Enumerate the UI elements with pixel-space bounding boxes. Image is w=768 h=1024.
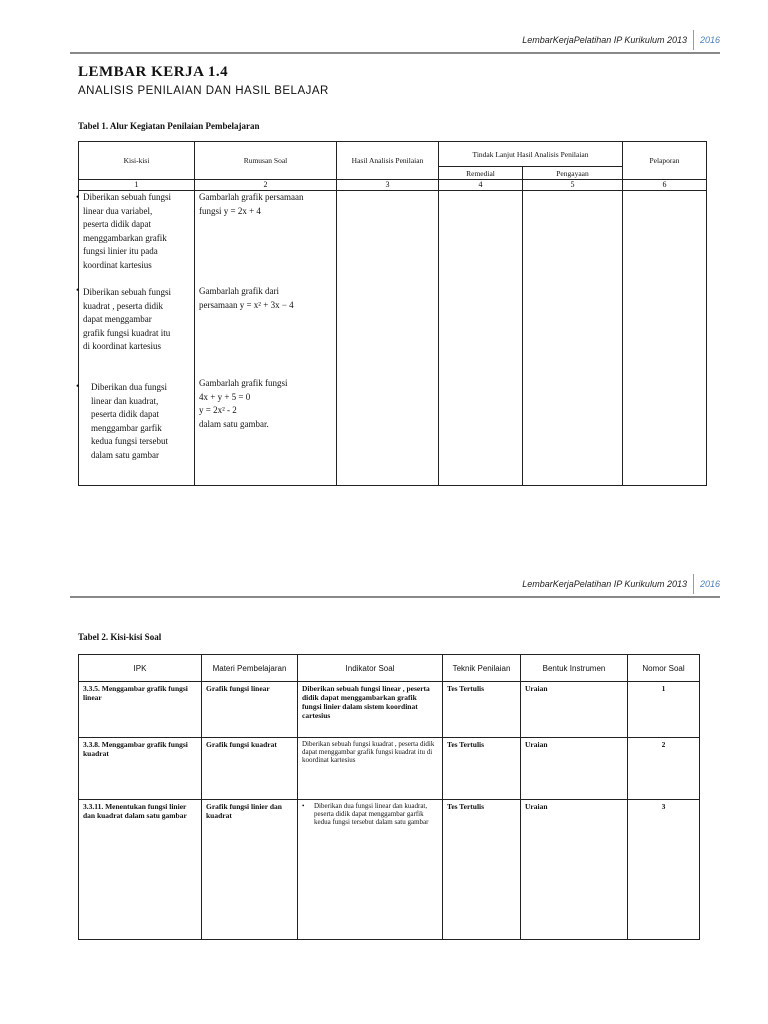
kisi-kisi-table bbox=[78, 654, 700, 940]
materi-cell: Grafik fungsi linear bbox=[202, 682, 298, 738]
table2-caption: Tabel 2. Kisi-kisi Soal bbox=[78, 632, 162, 642]
pelaporan-cell bbox=[623, 191, 707, 486]
header-divider bbox=[693, 574, 694, 594]
header-year: 2016 bbox=[699, 579, 720, 589]
col-header-kisi: Kisi-kisi bbox=[79, 142, 195, 180]
indikator-text: Diberikan dua fungsi linear dan kuadrat, peserta didik dapat menggambar garfik kedua fungsi tersebut dalam satu gambar bbox=[314, 802, 429, 826]
soal-item-1: Gambarlah grafik persamaan fungsi y = 2x + 4 bbox=[199, 192, 304, 216]
indikator-cell: Diberikan sebuah fungsi kuadrat , peserta didik dapat menggambar grafik fungsi kuadrat itu di koordinat kartesius bbox=[298, 738, 443, 800]
col-header-bentuk: Bentuk Instrumen bbox=[521, 655, 628, 682]
materi-cell: Grafik fungsi linier dan kuadrat bbox=[202, 800, 298, 940]
rumusan-cell bbox=[195, 191, 337, 486]
teknik-cell: Tes Tertulis bbox=[443, 738, 521, 800]
bentuk-cell: Uraian bbox=[521, 738, 628, 800]
pengayaan-cell bbox=[523, 191, 623, 486]
col-header-teknik: Teknik Penilaian bbox=[443, 655, 521, 682]
page-header bbox=[522, 30, 720, 50]
header-year: 2016 bbox=[699, 35, 720, 45]
table-row bbox=[79, 800, 700, 940]
col-header-hasil: Hasil Analisis Penilaian bbox=[337, 142, 439, 180]
header-divider bbox=[693, 30, 694, 50]
kisi-item-1: Diberikan sebuah fungsi linear dua variabel, peserta didik dapat menggambarkan grafik fungsi linier itu pada koordinat kartesius bbox=[83, 192, 171, 270]
bullet-icon: • bbox=[76, 381, 80, 391]
header-rule bbox=[70, 596, 720, 598]
indikator-cell: Diberikan sebuah fungsi linear , peserta didik dapat menggambarkan grafik fungsi linier dalam sistem koordinat cartesius bbox=[298, 682, 443, 738]
kisi-cell bbox=[76, 191, 195, 486]
page-subtitle: ANALISIS PENILAIAN DAN HASIL BELAJAR bbox=[78, 85, 329, 97]
remedial-cell bbox=[439, 191, 523, 486]
col-number: 2 bbox=[195, 180, 337, 191]
table1-caption: Tabel 1. Alur Kegiatan Penilaian Pembelajaran bbox=[78, 121, 260, 131]
col-header-pelaporan: Pelaporan bbox=[623, 142, 707, 180]
col-number: 4 bbox=[439, 180, 523, 191]
indikator-cell bbox=[298, 800, 443, 940]
col-header-rumusan: Rumusan Soal bbox=[195, 142, 337, 180]
kisi-item-3: Diberikan dua fungsi linear dan kuadrat, peserta didik dapat menggambar garfik kedua fungsi tersebut dalam satu gambar bbox=[91, 382, 168, 460]
col-header-indikator: Indikator Soal bbox=[298, 655, 443, 682]
bullet-icon: • bbox=[76, 192, 80, 202]
page-header-2 bbox=[522, 574, 720, 594]
bullet-icon: • bbox=[76, 285, 80, 295]
ipk-cell: 3.3.11. Menentukan fungsi linier dan kuadrat dalam satu gambar bbox=[79, 800, 202, 940]
col-header-tindak-lanjut: Tindak Lanjut Hasil Analisis Penilaian bbox=[439, 142, 623, 167]
col-header-materi: Materi Pembelajaran bbox=[202, 655, 298, 682]
nomor-cell: 3 bbox=[628, 800, 700, 940]
header-rule bbox=[70, 52, 720, 54]
hasil-cell bbox=[337, 191, 439, 486]
materi-cell: Grafik fungsi kuadrat bbox=[202, 738, 298, 800]
col-header-pengayaan: Pengayaan bbox=[523, 167, 623, 180]
soal-item-2: Gambarlah grafik dari persamaan y = x² + 3x − 4 bbox=[199, 286, 294, 310]
col-header-nomor: Nomor Soal bbox=[628, 655, 700, 682]
col-header-ipk: IPK bbox=[79, 655, 202, 682]
assessment-flow-table bbox=[78, 141, 707, 486]
bentuk-cell: Uraian bbox=[521, 800, 628, 940]
teknik-cell: Tes Tertulis bbox=[443, 682, 521, 738]
col-number: 5 bbox=[523, 180, 623, 191]
table-row bbox=[79, 682, 700, 738]
nomor-cell: 2 bbox=[628, 738, 700, 800]
col-number: 6 bbox=[623, 180, 707, 191]
col-number: 1 bbox=[79, 180, 195, 191]
page-title: LEMBAR KERJA 1.4 bbox=[78, 64, 229, 80]
soal-item-3: Gambarlah grafik fungsi 4x + y + 5 = 0 y = 2x² - 2 dalam satu gambar. bbox=[199, 378, 288, 429]
nomor-cell: 1 bbox=[628, 682, 700, 738]
ipk-cell: 3.3.8. Menggambar grafik fungsi kuadrat bbox=[79, 738, 202, 800]
bentuk-cell: Uraian bbox=[521, 682, 628, 738]
col-header-remedial: Remedial bbox=[439, 167, 523, 180]
table-row bbox=[79, 738, 700, 800]
col-number: 3 bbox=[337, 180, 439, 191]
header-text: LembarKerjaPelatihan IP Kurikulum 2013 bbox=[522, 579, 687, 589]
bullet-icon: • bbox=[302, 802, 305, 810]
teknik-cell: Tes Tertulis bbox=[443, 800, 521, 940]
kisi-item-2: Diberikan sebuah fungsi kuadrat , peserta didik dapat menggambar grafik fungsi kuadrat itu di koordinat kartesius bbox=[83, 287, 171, 351]
header-text: LembarKerjaPelatihan IP Kurikulum 2013 bbox=[522, 35, 687, 45]
ipk-cell: 3.3.5. Menggambar grafik fungsi linear bbox=[79, 682, 202, 738]
